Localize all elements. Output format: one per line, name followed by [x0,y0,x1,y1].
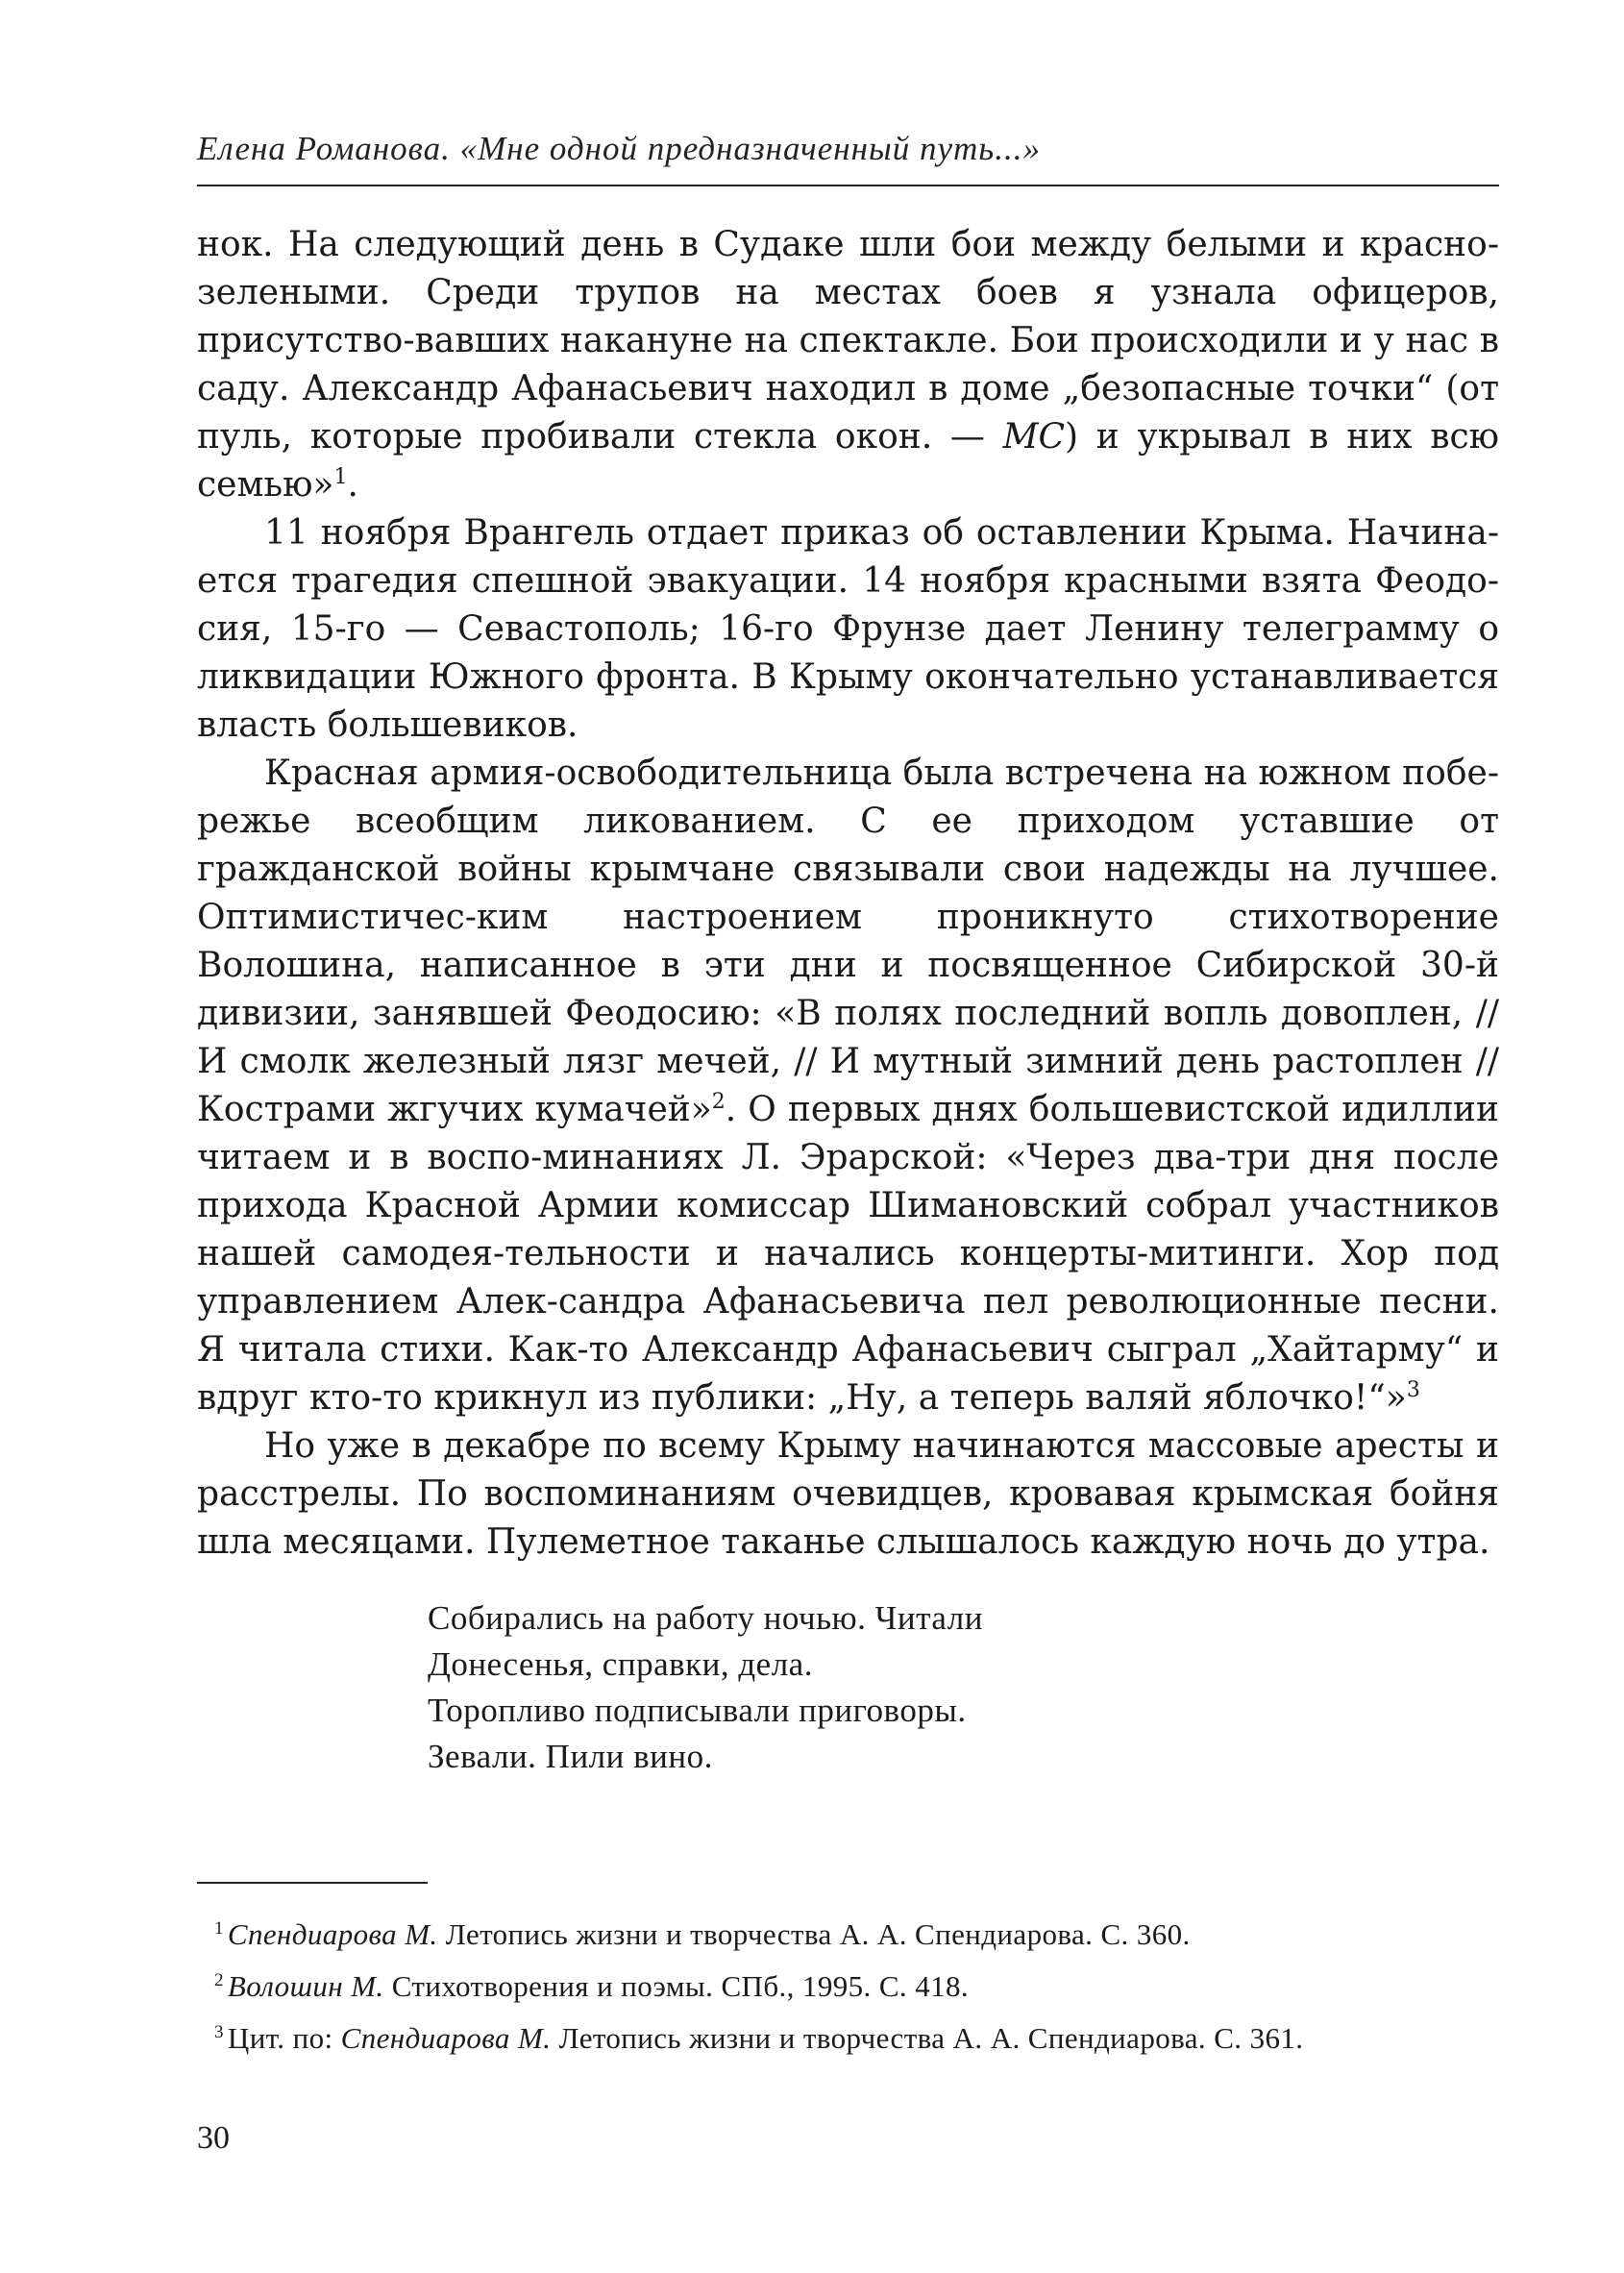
footnote-number: 1 [214,1917,224,1939]
footnote-number: 2 [214,1969,224,1990]
paragraph-1-tail: . [347,465,358,505]
poem-quote [428,1595,1196,1780]
poem-line: Зевали. Пили вино. [428,1738,713,1775]
paragraph-1-text-end: ) и укрывал в них всю семью» [197,417,1499,505]
footnote-text: Летопись жизни и творчества А. А. Спендиарова. С. 360. [437,1917,1191,1951]
poem-line: Донесенья, справки, дела. [428,1645,813,1683]
paragraph-2: 11 ноября Врангель отдает приказ об оставлении Крыма. Начина-ется трагедия спешной эвакуации. 14 ноября красными взята Феодо-сия, 15-го — Севастополь; 16-го Фрунзе дает Ленину телеграмму о ликвидации Южного фронта. В Крыму окончательно устанавливается власть большевиков. [197,513,1499,745]
poem-line: Торопливо подписывали приговоры. [428,1692,967,1729]
footnote-ref-3[interactable]: 3 [1406,1378,1420,1402]
footnote-divider [197,1882,428,1884]
footnote-text: Стихотворения и поэмы. СПб., 1995. С. 418. [383,1969,970,2003]
paragraph-1-text: нок. На следующий день в Судаке шли бои между белыми и красно-зелеными. Среди трупов на местах боев я узнала офицеров, присутство-вавших накануне на спектакле. Бои происходили и у нас в саду. Александр Афанасьевич находил в доме „безопасные точки“ (от пуль, которые пробивали стекла окон. — [197,225,1499,457]
footnote-ref-2[interactable]: 2 [711,1090,726,1114]
paragraph-3-text: Красная армия-освободительница была встречена на южном побе-режье всеобщим ликованием. С ее приходом уставшие от гражданской войны крымчане связывали свои надежды на лучшее. Оптимистичес-ким настроением проникнуто стихотворение Волошина, написанное в эти дни и посвященное Сибирской 30-й дивизии, занявшей Феодосию: «В полях последний вопль довоплен, // И смолк железный лязг мечей, // И мутный зимний день растоплен // Кострами жгучих кумачей» [197,754,1499,1129]
poem-line: Собирались на работу ночью. Читали [428,1599,983,1637]
footnote-author: Спендиарова М. [227,1917,438,1951]
footnote-author: Спендиарова М. [340,2021,552,2055]
author-initials: МС [1002,417,1066,457]
footnote-text: Летопись жизни и творчества А. А. Спендиарова. С. 361. [551,2021,1304,2055]
footnote-ref-1[interactable]: 1 [333,465,348,489]
footnote-author: Волошин М. [227,1969,384,2003]
footnote-prefix: Цит. по: [227,2021,341,2055]
footnote-number: 3 [214,2021,224,2042]
footnote-2 [197,1961,1499,2013]
paragraph-3-text-2: . О первых днях большевистской идиллии читаем и в воспо-минаниях Л. Эрарской: «Через два-три дня после прихода Красной Армии комиссар Шимановский собрал участников нашей самодея-тельности и начались концерты-митинги. Хор под управлением Алек-сандра Афанасьевича пел революционные песни. Я читала стихи. Как-то Александр Афанасьевич сыграл „Хайтарму“ и вдруг кто-то крикнул из публики: „Ну, а теперь валяй яблочко!“» [197,1090,1499,1418]
page-number: 30 [197,2120,230,2156]
paragraph-1 [197,221,1499,509]
paragraph-3 [197,750,1499,1422]
book-page [197,125,1499,2182]
footnotes [197,1909,1499,2064]
footnote-3 [197,2013,1499,2064]
main-text [197,221,1499,1567]
footnote-1 [197,1909,1499,1961]
running-title: Елена Романова. «Мне одной предназначенный путь...» [197,125,1499,186]
paragraph-4: Но уже в декабре по всему Крыму начинаются массовые аресты и расстрелы. По воспоминаниям очевидцев, кровавая крымская бойня шла месяцами. Пулеметное таканье слышалось каждую ночь до утра. [197,1426,1499,1562]
